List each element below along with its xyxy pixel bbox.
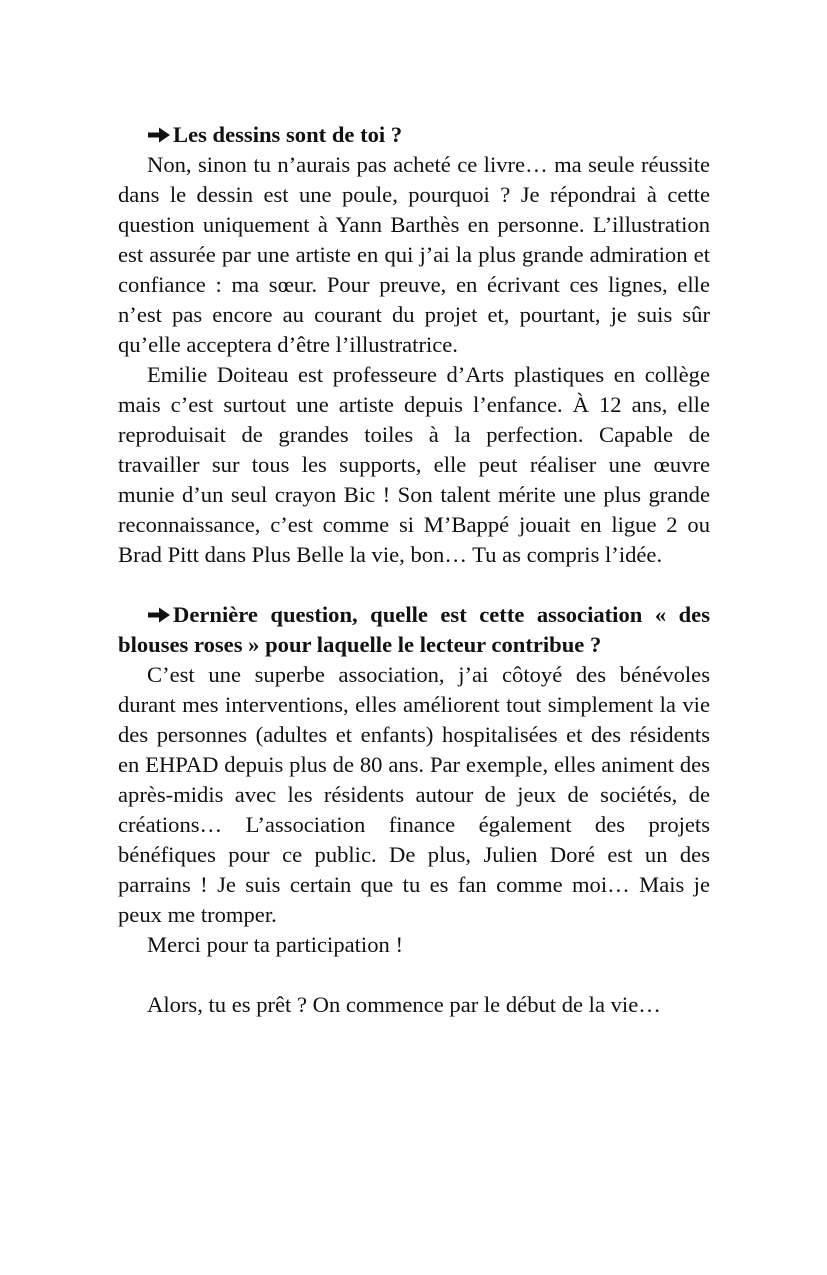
question-heading-drawings — [118, 120, 710, 150]
question-text: Les dessins sont de toi ? — [173, 122, 403, 147]
right-arrow-icon — [147, 120, 173, 150]
question-heading-association — [118, 600, 710, 660]
spacer — [118, 960, 710, 990]
paragraph: Emilie Doiteau est professeure d’Arts plastiques en collège mais c’est surtout une artiste depuis l’enfance. À 12 ans, elle reproduisait de grandes toiles à la perfection. Capable de travailler sur tous les supports, elle peut réaliser une œuvre munie d’un seul crayon Bic ! Son talent mérite une plus grande reconnaissance, c’est comme si M’Bappé jouait en ligue 2 ou Brad Pitt dans Plus Belle la vie, bon… Tu as compris l’idée. — [118, 362, 710, 567]
document-page — [118, 120, 710, 1020]
question-text: Dernière question, quelle est cette association « des blouses roses » pour laquelle le lecteur contribue ? — [118, 602, 710, 657]
closing-line: Alors, tu es prêt ? On commence par le début de la vie… — [147, 992, 661, 1017]
right-arrow-icon — [147, 600, 173, 630]
spacer — [118, 570, 710, 600]
paragraph: C’est une superbe association, j’ai côtoyé des bénévoles durant mes interventions, elles améliorent tout simplement la vie des personnes (adultes et enfants) hospitalisées et des résidents en EHPAD depuis plus de 80 ans. Par exemple, elles animent des après-midis avec les résidents autour de jeux de sociétés, de créations… L’association finance également des projets bénéfiques pour ce public. De plus, Julien Doré est un des parrains ! Je suis certain que tu es fan comme moi… Mais je peux me tromper. — [118, 662, 710, 927]
paragraph: Merci pour ta participation ! — [147, 932, 403, 957]
paragraph: Non, sinon tu n’aurais pas acheté ce livre… ma seule réussite dans le dessin est une poule, pourquoi ? Je répondrai à cette question uniquement à Yann Barthès en personne. L’illustration est assurée par une artiste en qui j’ai la plus grande admiration et confiance : ma sœur. Pour preuve, en écrivant ces lignes, elle n’est pas encore au courant du projet et, pourtant, je suis sûr qu’elle acceptera d’être l’illustratrice. — [118, 152, 710, 357]
